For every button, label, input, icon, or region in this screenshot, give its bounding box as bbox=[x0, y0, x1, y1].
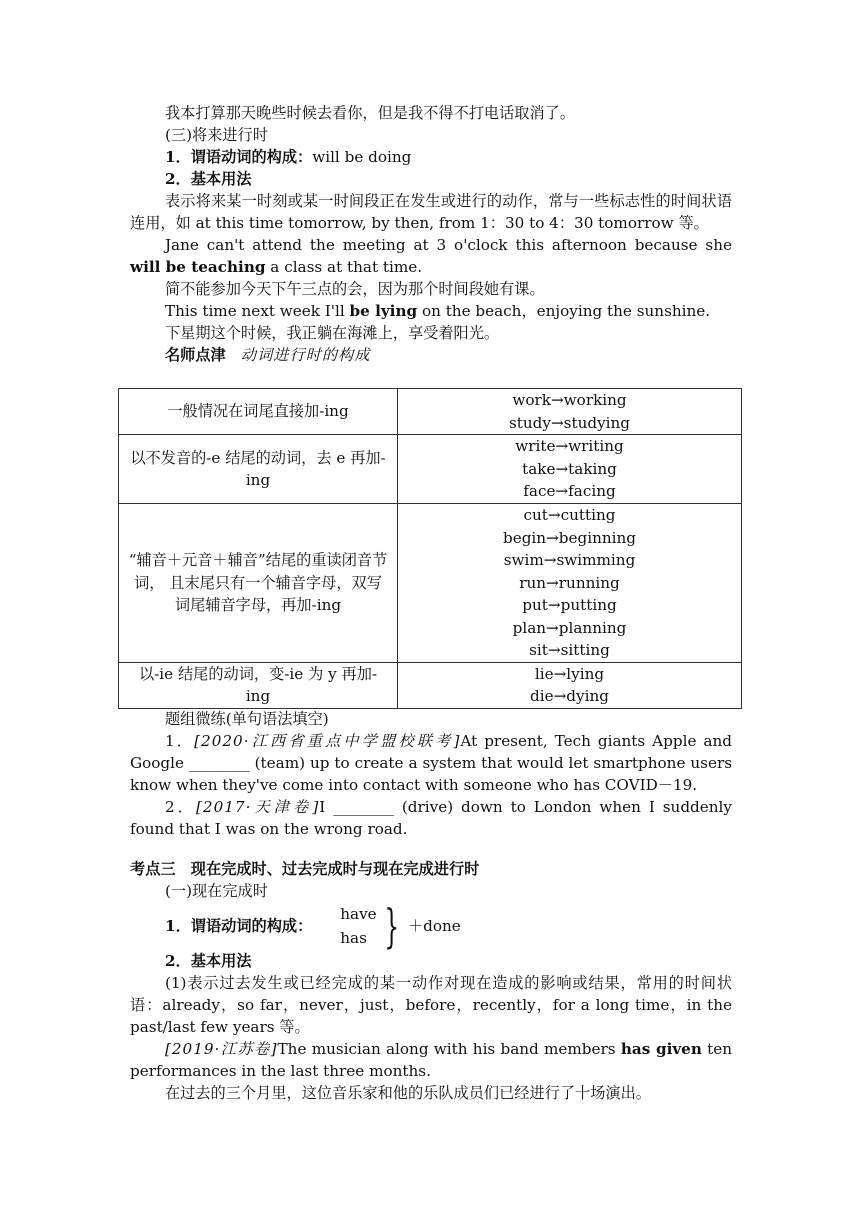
example-1-bold: will be teaching bbox=[130, 258, 266, 276]
example-2-pre: This time next week I'll bbox=[164, 302, 350, 320]
example-2-bold: be lying bbox=[349, 302, 418, 320]
brace-icon: } bbox=[383, 899, 399, 953]
table-row bbox=[119, 662, 742, 708]
usage-description: 表示将来某一时刻或某一时间段正在发生或进行的动作，常与一些标志性的时间状语连用，如 at this time tomorrow, by then, from 1：30 to 4：30 tomorrow 等。 bbox=[130, 192, 732, 232]
section-title-future-progressive: (三)将来进行时 bbox=[164, 126, 268, 144]
rule-cell: 以-ie 结尾的动词，变-ie 为 y 再加-ing bbox=[119, 662, 398, 708]
q1-text: At present, Tech giants Apple and Google ________ (team) up to create a system that would let smartphone users know when they've come into contact with someone who has COVID－19. bbox=[130, 732, 732, 794]
perfect-example-source: [2019·江苏卷] bbox=[164, 1040, 278, 1058]
example-item: run→running bbox=[519, 573, 620, 592]
aux-have: have bbox=[340, 905, 377, 923]
point3-subtitle: (一)现在完成时 bbox=[164, 882, 268, 900]
form-label: 1．谓语动词的构成： bbox=[164, 148, 313, 166]
rule-cell: “辅音＋元音＋辅音”结尾的重读闭音节词， 且末尾只有一个辅音字母，双写词尾辅音字母，再加-ing bbox=[119, 504, 398, 663]
form-value: will be doing bbox=[312, 148, 412, 166]
q1-number: 1． bbox=[164, 732, 195, 750]
example-item: sit→sitting bbox=[529, 641, 610, 659]
translation-line: 我本打算那天晚些时候去看你，但是我不得不打电话取消了。 bbox=[164, 104, 576, 122]
example-item: die→dying bbox=[530, 687, 609, 705]
perfect-form-label: 1．谓语动词的构成： bbox=[165, 917, 313, 935]
point3-heading: 考点三 现在完成时、过去完成时与现在完成进行时 bbox=[130, 860, 480, 878]
aux-options bbox=[340, 902, 376, 950]
perfect-example-post: ten performances in the last three months. bbox=[130, 1040, 732, 1080]
perfect-form-suffix: ＋done bbox=[407, 917, 461, 935]
perfect-example-translation: 在过去的三个月里，这位音乐家和他的乐队成员们已经进行了十场演出。 bbox=[164, 1084, 651, 1102]
exercise-q1 bbox=[130, 730, 732, 796]
example-item: study→studying bbox=[508, 413, 631, 432]
ing-rules-table bbox=[118, 388, 742, 709]
example-1 bbox=[130, 234, 732, 278]
rule-cell: 以不发音的-e 结尾的动词，去 e 再加-ing bbox=[119, 435, 398, 504]
example-1-post: a class at that time. bbox=[265, 258, 423, 276]
example-item: take→taking bbox=[522, 459, 617, 478]
example-1-translation: 简不能参加今天下午三点的会，因为那个时间段她有课。 bbox=[164, 280, 545, 298]
example-item: begin→beginning bbox=[502, 528, 636, 547]
example-item: face→facing bbox=[523, 482, 616, 501]
q2-text: I ________ (drive) down to London when I suddenly found that I was on the wrong road. bbox=[130, 798, 732, 838]
perfect-form-line bbox=[130, 899, 732, 953]
tip-line bbox=[130, 344, 732, 366]
q1-source: [2020·江西省重点中学盟校联考] bbox=[194, 732, 461, 750]
perfect-example bbox=[130, 1038, 732, 1082]
exercise-q2 bbox=[130, 796, 732, 840]
example-item: swim→swimming bbox=[503, 551, 636, 569]
example-1-pre: Jane can't attend the meeting at 3 o'clock this afternoon because she bbox=[164, 236, 732, 254]
tip-label: 名师点津 bbox=[164, 346, 226, 364]
exercise-title: 题组微练(单句语法填空) bbox=[164, 710, 329, 728]
examples-cell bbox=[398, 435, 742, 504]
perfect-usage-heading: 2．基本用法 bbox=[164, 952, 252, 970]
form-line bbox=[130, 146, 732, 168]
tip-text: 动词进行时的构成 bbox=[240, 346, 371, 364]
table-row bbox=[119, 389, 742, 435]
example-item: work→working bbox=[512, 391, 627, 409]
perfect-example-pre: The musician along with his band members bbox=[277, 1040, 621, 1058]
example-2-translation: 下星期这个时候，我正躺在海滩上，享受着阳光。 bbox=[164, 324, 500, 342]
table-row bbox=[119, 435, 742, 504]
example-item: cut→cutting bbox=[523, 506, 616, 524]
q2-number: 2． bbox=[164, 798, 196, 816]
perfect-example-bold: has given bbox=[620, 1040, 702, 1058]
usage-heading: 2．基本用法 bbox=[164, 170, 252, 188]
table-row bbox=[119, 504, 742, 663]
examples-cell bbox=[398, 662, 742, 708]
perfect-usage-1: (1)表示过去发生或已经完成的某一动作对现在造成的影响或结果，常用的时间状语：already，so far，never，just，before，recently，for a long time，in the past/last few years 等。 bbox=[130, 974, 732, 1036]
document-body bbox=[130, 102, 732, 366]
example-item: lie→lying bbox=[534, 664, 605, 683]
examples-cell bbox=[398, 389, 742, 435]
example-2-post: on the beach，enjoying the sunshine. bbox=[417, 302, 711, 320]
example-2 bbox=[130, 300, 732, 322]
rule-cell: 一般情况在词尾直接加-ing bbox=[119, 389, 398, 435]
examples-cell bbox=[398, 504, 742, 663]
example-item: put→putting bbox=[522, 596, 617, 614]
aux-has: has bbox=[340, 929, 367, 947]
example-item: write→writing bbox=[515, 437, 624, 456]
example-item: plan→planning bbox=[512, 618, 627, 637]
exercise-section bbox=[130, 708, 732, 1104]
q2-source: [2017·天津卷] bbox=[196, 798, 320, 816]
